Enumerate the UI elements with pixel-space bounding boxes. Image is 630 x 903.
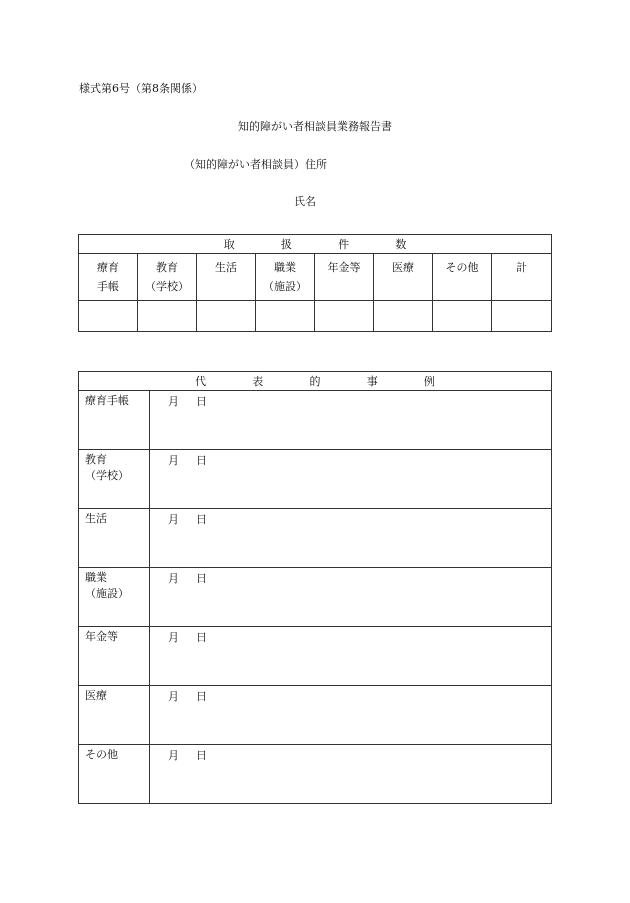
case-row-label [79,745,150,804]
case-label-line1: 療育手帳 [85,394,129,407]
count-cell[interactable] [315,301,374,332]
month-label: 月 [168,572,179,585]
case-row-label [79,686,150,745]
col-label-line1: 生活 [215,261,237,274]
case-entry[interactable] [150,450,552,509]
form-number: 様式第6号（第8条関係） [79,82,203,95]
col-label-line1: 計 [516,261,528,274]
case-label-line1: その他 [85,748,118,761]
case-row [79,745,552,804]
col-label-line1: 年金等 [327,261,361,274]
counts-col-total [492,254,552,301]
counts-col-nenkin [315,254,374,301]
case-label-line1: 生活 [85,512,107,525]
day-label: 日 [196,395,207,408]
count-cell[interactable] [138,301,197,332]
month-label: 月 [168,454,179,467]
counts-col-iryo [374,254,433,301]
month-label: 月 [168,395,179,408]
day-label: 日 [196,690,207,703]
case-row [79,568,552,627]
counts-table [78,234,552,332]
case-label-line1: 職業 [85,571,107,584]
day-label: 日 [196,631,207,644]
name-label: 氏名 [294,195,316,208]
col-label-line1: 教育 [156,261,178,274]
month-label: 月 [168,749,179,762]
col-label-line2: 手帳 [97,280,119,293]
case-row [79,686,552,745]
col-label-line2: （施設） [263,280,307,293]
col-label-line1: その他 [445,261,479,274]
case-entry[interactable] [150,627,552,686]
case-label-line1: 年金等 [85,630,118,643]
case-row-label [79,509,150,568]
case-entry[interactable] [150,686,552,745]
counts-heading-text: 取 扱 件 数 [223,238,424,251]
case-label-line2: （学校） [85,469,129,482]
cases-heading-text: 代 表 的 事 例 [195,375,453,388]
case-entry[interactable] [150,745,552,804]
counts-col-shokugyo [256,254,315,301]
col-label-line1: 職業 [274,261,296,274]
month-label: 月 [168,513,179,526]
document-title: 知的障がい者相談員業務報告書 [238,120,392,133]
count-cell[interactable] [374,301,433,332]
month-label: 月 [168,690,179,703]
case-row [79,509,552,568]
month-label: 月 [168,631,179,644]
col-label-line1: 医療 [392,261,414,274]
case-row-label [79,627,150,686]
counts-heading [79,235,552,254]
col-label-line1: 療育 [97,261,119,274]
cases-heading [79,372,552,391]
day-label: 日 [196,749,207,762]
col-label-line2: （学校） [145,280,189,293]
case-row [79,627,552,686]
case-label-line1: 教育 [85,453,107,466]
cases-table [78,371,552,804]
count-cell[interactable] [433,301,492,332]
counts-col-seikatsu [197,254,256,301]
day-label: 日 [196,513,207,526]
count-total-cell[interactable] [492,301,552,332]
case-entry[interactable] [150,509,552,568]
counts-col-kyoiku [138,254,197,301]
counts-col-sonota [433,254,492,301]
case-row [79,450,552,509]
case-entry[interactable] [150,568,552,627]
case-row [79,391,552,450]
day-label: 日 [196,572,207,585]
case-label-line2: （施設） [85,587,129,600]
case-label-line1: 医療 [85,689,107,702]
case-entry[interactable] [150,391,552,450]
address-label: （知的障がい者相談員）住所 [184,158,327,171]
count-cell[interactable] [79,301,138,332]
case-row-label [79,450,150,509]
counts-col-ryoiku [79,254,138,301]
day-label: 日 [196,454,207,467]
case-row-label [79,568,150,627]
case-row-label [79,391,150,450]
count-cell[interactable] [197,301,256,332]
count-cell[interactable] [256,301,315,332]
